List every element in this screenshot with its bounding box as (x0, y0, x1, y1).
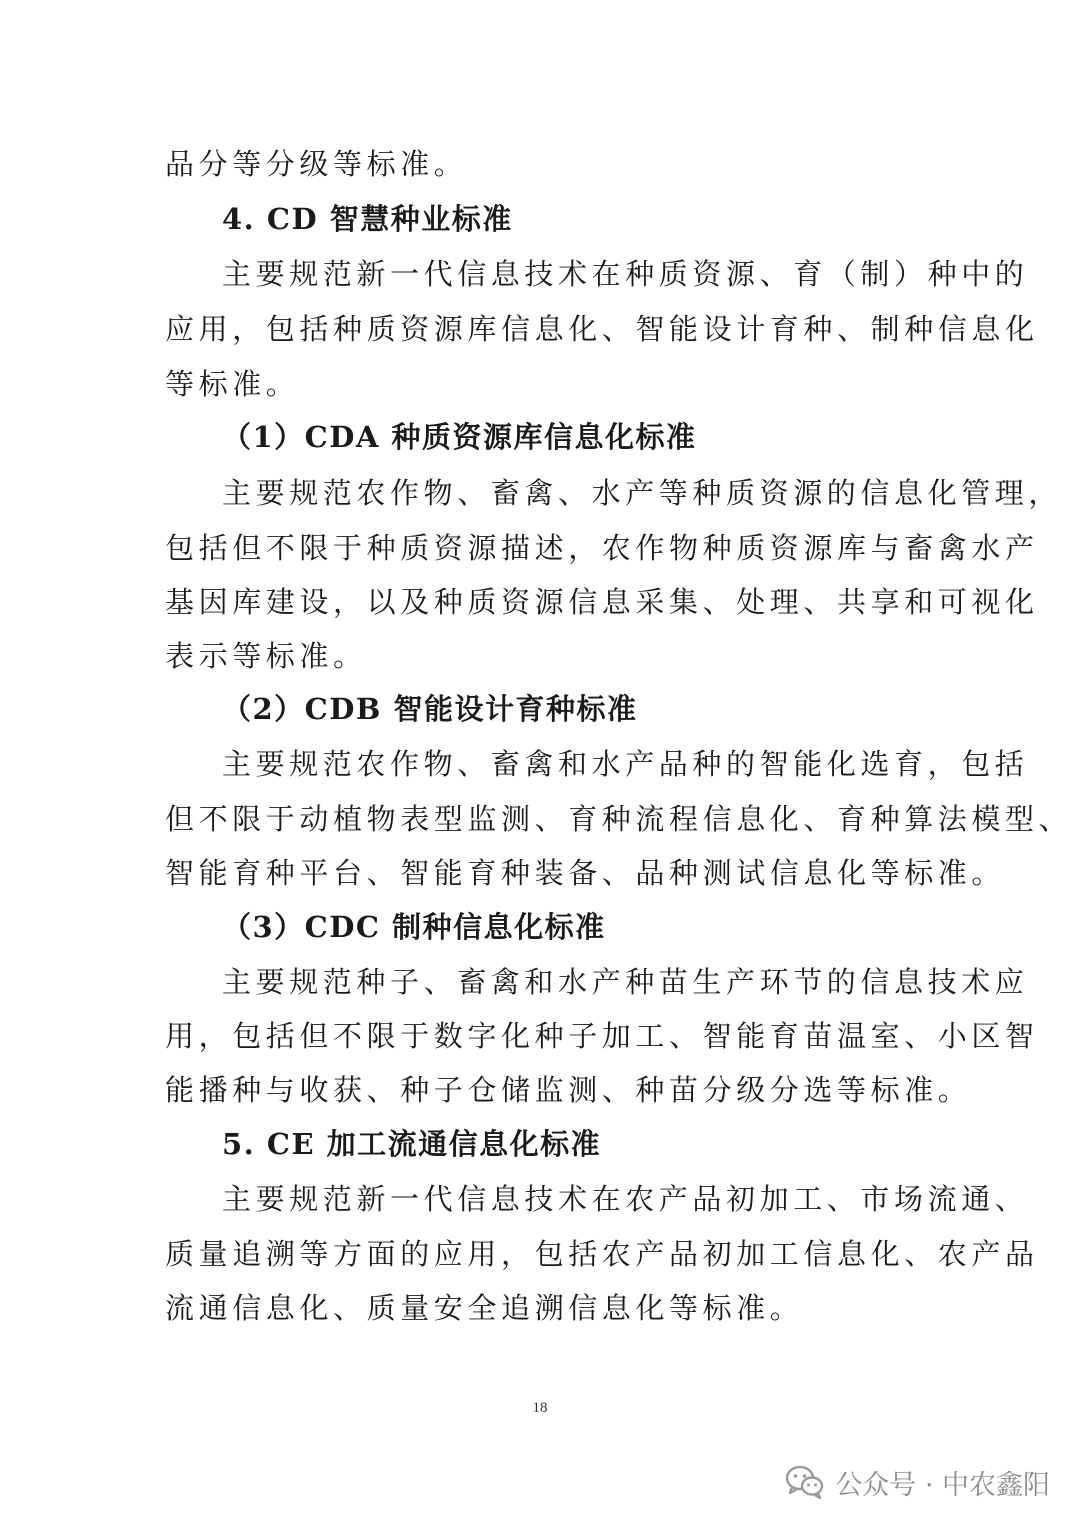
page-number: 18 (532, 1400, 548, 1416)
paragraph-line: 包括但不限于种质资源描述，农作物种质资源库与畜禽水产 (165, 531, 1039, 565)
paragraph-line: 主要规范新一代信息技术在农产品初加工、市场流通、 (222, 1182, 1029, 1216)
subsection-heading-cda: （1）CDA 种质资源库信息化标准 (222, 420, 697, 454)
paragraph-line: 基因库建设，以及种质资源信息采集、处理、共享和可视化 (165, 585, 1039, 619)
paragraph-line: 主要规范种子、畜禽和水产种苗生产环节的信息技术应 (222, 965, 1029, 999)
paragraph-line: 主要规范新一代信息技术在种质资源、育（制）种中的 (222, 257, 1029, 291)
wechat-icon (785, 1464, 825, 1500)
paragraph-line: 能播种与收获、种子仓储监测、种苗分级分选等标准。 (165, 1073, 972, 1107)
paragraph-line: 品分等分级等标准。 (165, 147, 468, 181)
paragraph-line: 主要规范农作物、畜禽和水产品种的智能化选育，包括 (222, 747, 1029, 781)
watermark-text: 公众号 · 中农鑫阳 (835, 1469, 1050, 1501)
paragraph-line: 主要规范农作物、畜禽、水产等种质资源的信息化管理， (222, 476, 1063, 510)
paragraph-line: 智能育种平台、智能育种装备、品种测试信息化等标准。 (165, 856, 1006, 890)
subsection-heading-cdc: （3）CDC 制种信息化标准 (222, 910, 606, 944)
subsection-heading-cdb: （2）CDB 智能设计育种标准 (222, 692, 638, 726)
paragraph-line: 用，包括但不限于数字化种子加工、智能育苗温室、小区智 (165, 1019, 1039, 1053)
paragraph-line: 等标准。 (165, 367, 300, 401)
paragraph-line: 流通信息化、质量安全追溯信息化等标准。 (165, 1291, 804, 1325)
paragraph-line: 质量追溯等方面的应用，包括农产品初加工信息化、农产品 (165, 1237, 1039, 1271)
paragraph-line: 应用，包括种质资源库信息化、智能设计育种、制种信息化 (165, 312, 1039, 346)
wechat-watermark (785, 1462, 1050, 1502)
section-heading-5: 5. CE 加工流通信息化标准 (222, 1127, 602, 1161)
section-heading-4: 4. CD 智慧种业标准 (222, 202, 513, 236)
paragraph-line: 表示等标准。 (165, 639, 367, 673)
paragraph-line: 但不限于动植物表型监测、育种流程信息化、育种算法模型、 (165, 802, 1073, 836)
